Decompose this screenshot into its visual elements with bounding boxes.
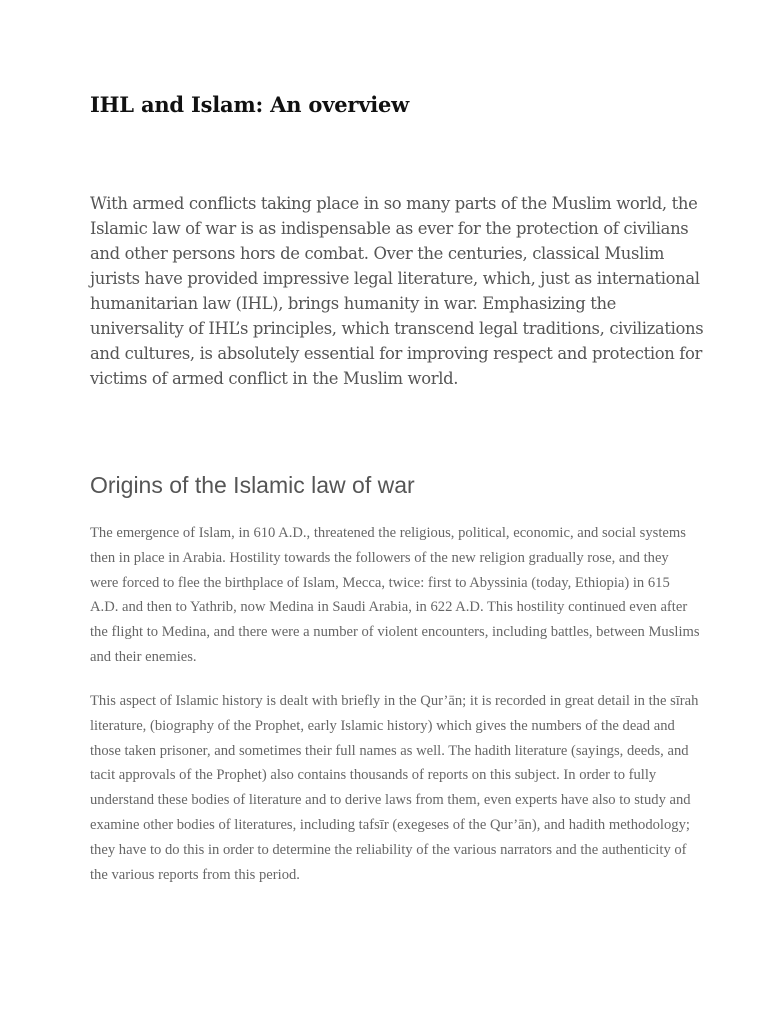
section-heading: Origins of the Islamic law of war	[90, 472, 415, 498]
lead-paragraph: With armed conflicts taking place in so many parts of the Muslim world, the Islamic law of war is as indispensable as ever for the protection of civilians and other persons hors de combat. Over the centuries, classical Muslim jurists have provided impressive legal literature, which, just as international humanitarian law (IHL), brings humanity in war. Emphasizing the universality of IHL’s principles, which transcend legal traditions, civilizations and cultures, is absolutely essential for improving respect and protection for victims of armed conflict in the Muslim world.	[90, 194, 704, 388]
body-paragraph: The emergence of Islam, in 610 A.D., threatened the religious, political, economic, and social systems then in place in Arabia. Hostility towards the followers of the new religion gradually rose, and they were forced to flee the birthplace of Islam, Mecca, twice: first to Abyssinia (today, Ethiopia) in 615 A.D. and then to Yathrib, now Medina in Saudi Arabia, in 622 A.D. This hostility continued even after the flight to Medina, and there were a number of violent encounters, including battles, between Muslims and their enemies.	[90, 525, 700, 665]
body-paragraph: This aspect of Islamic history is dealt with briefly in the Qur’ān; it is recorded in great detail in the sīrah literature, (biography of the Prophet, early Islamic history) which gives the numbers of the dead and those taken prisoner, and sometimes their full names as well. The hadith literature (sayings, deeds, and tacit approvals of the Prophet) also contains thousands of reports on this subject. In order to fully understand these bodies of literature and to derive laws from them, even experts have also to study and examine other bodies of literatures, including tafsīr (exegeses of the Qur’ān), and hadith methodology; they have to do this in order to determine the reliability of the various narrators and the authenticity of the various reports from this period.	[90, 693, 699, 883]
document-title: IHL and Islam: An overview	[90, 92, 410, 117]
